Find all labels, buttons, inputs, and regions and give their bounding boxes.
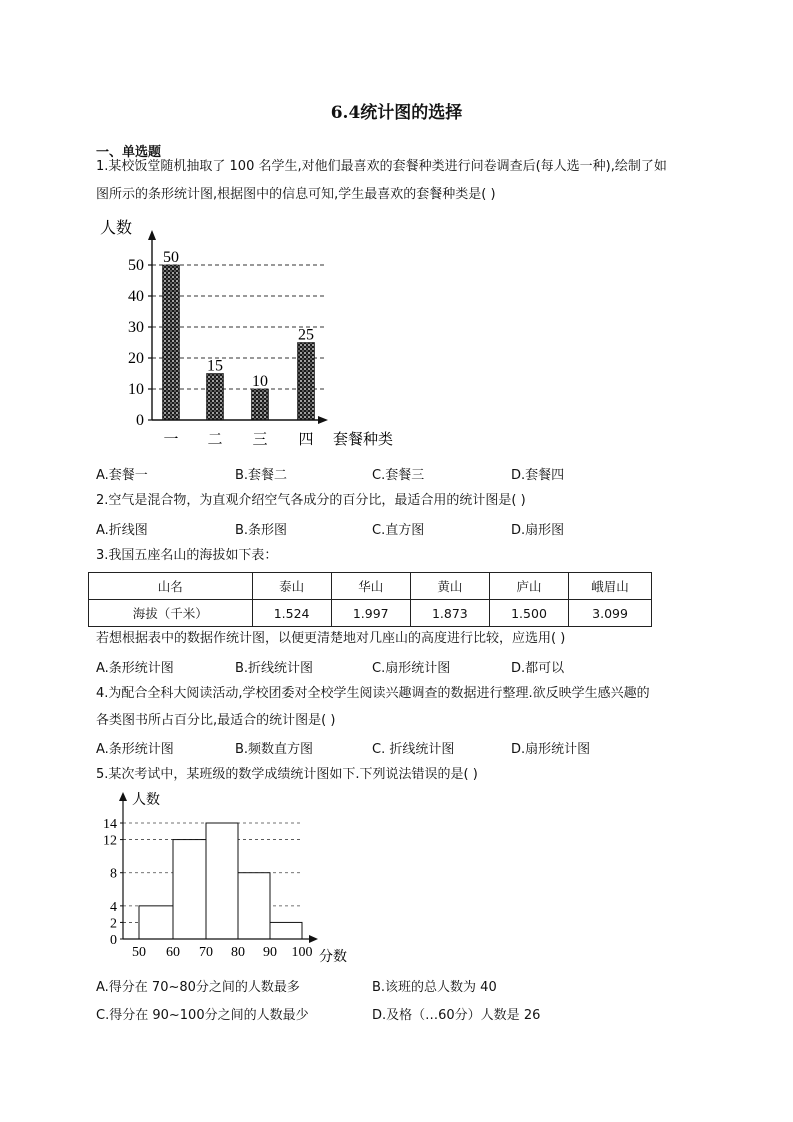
x-tick-label: 70: [199, 945, 213, 960]
y-axis-title: 人数: [100, 218, 133, 237]
x-tick-label: 90: [263, 945, 277, 960]
y-tick-label: 0: [136, 412, 144, 429]
data-label: 50: [163, 249, 179, 266]
table-cell: 1.524: [252, 600, 331, 627]
x-tick-label: 二: [207, 430, 223, 448]
y-tick-label: 4: [110, 899, 117, 915]
table-header-cell: 峨眉山: [569, 573, 652, 600]
data-label: 15: [207, 357, 223, 375]
chart1-labels: [100, 218, 393, 448]
y-tick-label: 14: [103, 817, 117, 832]
q5-option-c[interactable]: C.得分在 90~100分之间的人数最少: [96, 1008, 309, 1023]
page-title: 6.4统计图的选择: [330, 103, 463, 123]
y-axis-arrow: [119, 792, 127, 801]
q4-option-b[interactable]: B.频数直方图: [235, 742, 314, 757]
y-tick-label: 0: [110, 933, 117, 948]
y-tick-label: 30: [128, 319, 144, 336]
data-label: 25: [298, 326, 314, 344]
y-tick-label: 20: [128, 350, 144, 367]
q3-text: 3.我国五座名山的海拔如下表：: [96, 548, 278, 563]
y-tick-label: 40: [128, 288, 144, 305]
bar-chart: [96, 212, 416, 457]
q4-option-a[interactable]: A.条形统计图: [96, 742, 174, 757]
bar: [163, 265, 180, 420]
x-tick-label: 100: [291, 945, 313, 960]
table-header-cell: 泰山: [252, 573, 331, 600]
q2-option-b[interactable]: B.条形图: [235, 523, 288, 538]
x-tick-label: 三: [252, 430, 268, 448]
y-tick-label: 8: [110, 866, 117, 882]
x-tick-label: 一: [163, 430, 179, 448]
table-header-cell: 华山: [331, 573, 410, 600]
q1-text-line1: 1.某校饭堂随机抽取了 100 名学生,对他们最喜欢的套餐种类进行问卷调查后(每人选一种),绘制了如: [96, 159, 667, 174]
x-axis-arrow: [309, 935, 318, 943]
x-tick-label: 60: [166, 945, 180, 960]
q5-option-a[interactable]: A.得分在 70~80分之间的人数最多: [96, 980, 300, 995]
x-tick-label: 50: [132, 945, 146, 960]
q2-text: 2.空气是混合物，为直观介绍空气各成分的百分比，最适合用的统计图是( ): [96, 493, 526, 508]
table-cell: 海拔（千米）: [89, 600, 253, 627]
table-row: [89, 600, 652, 627]
x-tick-label: 80: [231, 945, 245, 960]
bar: [207, 374, 224, 421]
table-header-cell: 庐山: [489, 573, 568, 600]
y-tick-label: 10: [128, 381, 144, 398]
chart1-bars: [163, 265, 315, 420]
q2-option-a[interactable]: A.折线图: [96, 523, 148, 538]
q2-option-c[interactable]: C.直方图: [372, 523, 425, 538]
q3-option-d[interactable]: D.都可以: [511, 661, 565, 676]
bar: [252, 389, 269, 420]
q5-option-b[interactable]: B.该班的总人数为 40: [372, 980, 497, 995]
section-heading: 一、单选题: [96, 145, 162, 160]
q4-option-d[interactable]: D.扇形统计图: [511, 742, 591, 757]
q3-option-c[interactable]: C.扇形统计图: [372, 661, 451, 676]
x-axis-title: 分数: [319, 949, 347, 965]
q1-option-c[interactable]: C.套餐三: [372, 468, 425, 483]
q2-option-d[interactable]: D.扇形图: [511, 523, 565, 538]
table-header-row: [89, 573, 652, 600]
q3-option-b[interactable]: B.折线统计图: [235, 661, 314, 676]
histogram-bar: [139, 906, 173, 939]
histogram-bar: [238, 873, 270, 939]
q5-option-d[interactable]: D.及格（…60分）人数是 26: [372, 1008, 541, 1023]
q1-option-d[interactable]: D.套餐四: [511, 468, 565, 483]
y-axis-title: 人数: [132, 792, 160, 808]
q5-text: 5.某次考试中，某班级的数学成绩统计图如下.下列说法错误的是( ): [96, 767, 478, 782]
histogram-bar: [173, 840, 206, 939]
y-axis-arrow: [148, 230, 156, 240]
table-header-cell: 黄山: [410, 573, 489, 600]
q4-text-line1: 4.为配合全科大阅读活动,学校团委对全校学生阅读兴趣调查的数据进行整理.欲反映学生感兴趣的: [96, 686, 650, 701]
x-axis-title: 套餐种类: [333, 430, 394, 448]
y-tick-label: 2: [110, 916, 117, 932]
x-tick-label: 四: [298, 430, 314, 448]
q3-text-2: 若想根据表中的数据作统计图，以便更清楚地对几座山的高度进行比较，应选用( ): [96, 631, 566, 646]
q4-text-line2: 各类图书所占百分比,最适合的统计图是( ): [96, 713, 336, 728]
q4-option-c[interactable]: C. 折线统计图: [372, 742, 455, 757]
histogram-bar: [270, 922, 302, 939]
histogram-bar: [206, 823, 238, 939]
table-cell: 1.500: [489, 600, 568, 627]
y-tick-label: 12: [103, 833, 117, 849]
chart2-bars: [139, 823, 302, 939]
table-header-cell: 山名: [89, 573, 253, 600]
data-label: 10: [252, 373, 268, 390]
q3-option-a[interactable]: A.条形统计图: [96, 661, 174, 676]
table-cell: 3.099: [569, 600, 652, 627]
q1-option-b[interactable]: B.套餐二: [235, 468, 288, 483]
q1-option-a[interactable]: A.套餐一: [96, 468, 148, 483]
q1-text-line2: 图所示的条形统计图,根据图中的信息可知,学生最喜欢的套餐种类是( ): [96, 187, 496, 202]
table-cell: 1.873: [410, 600, 489, 627]
mountain-table: [88, 572, 652, 627]
table-cell: 1.997: [331, 600, 410, 627]
bar: [298, 343, 315, 421]
x-axis-arrow: [318, 416, 328, 424]
histogram-chart: [96, 788, 366, 968]
y-tick-label: 50: [128, 257, 144, 274]
